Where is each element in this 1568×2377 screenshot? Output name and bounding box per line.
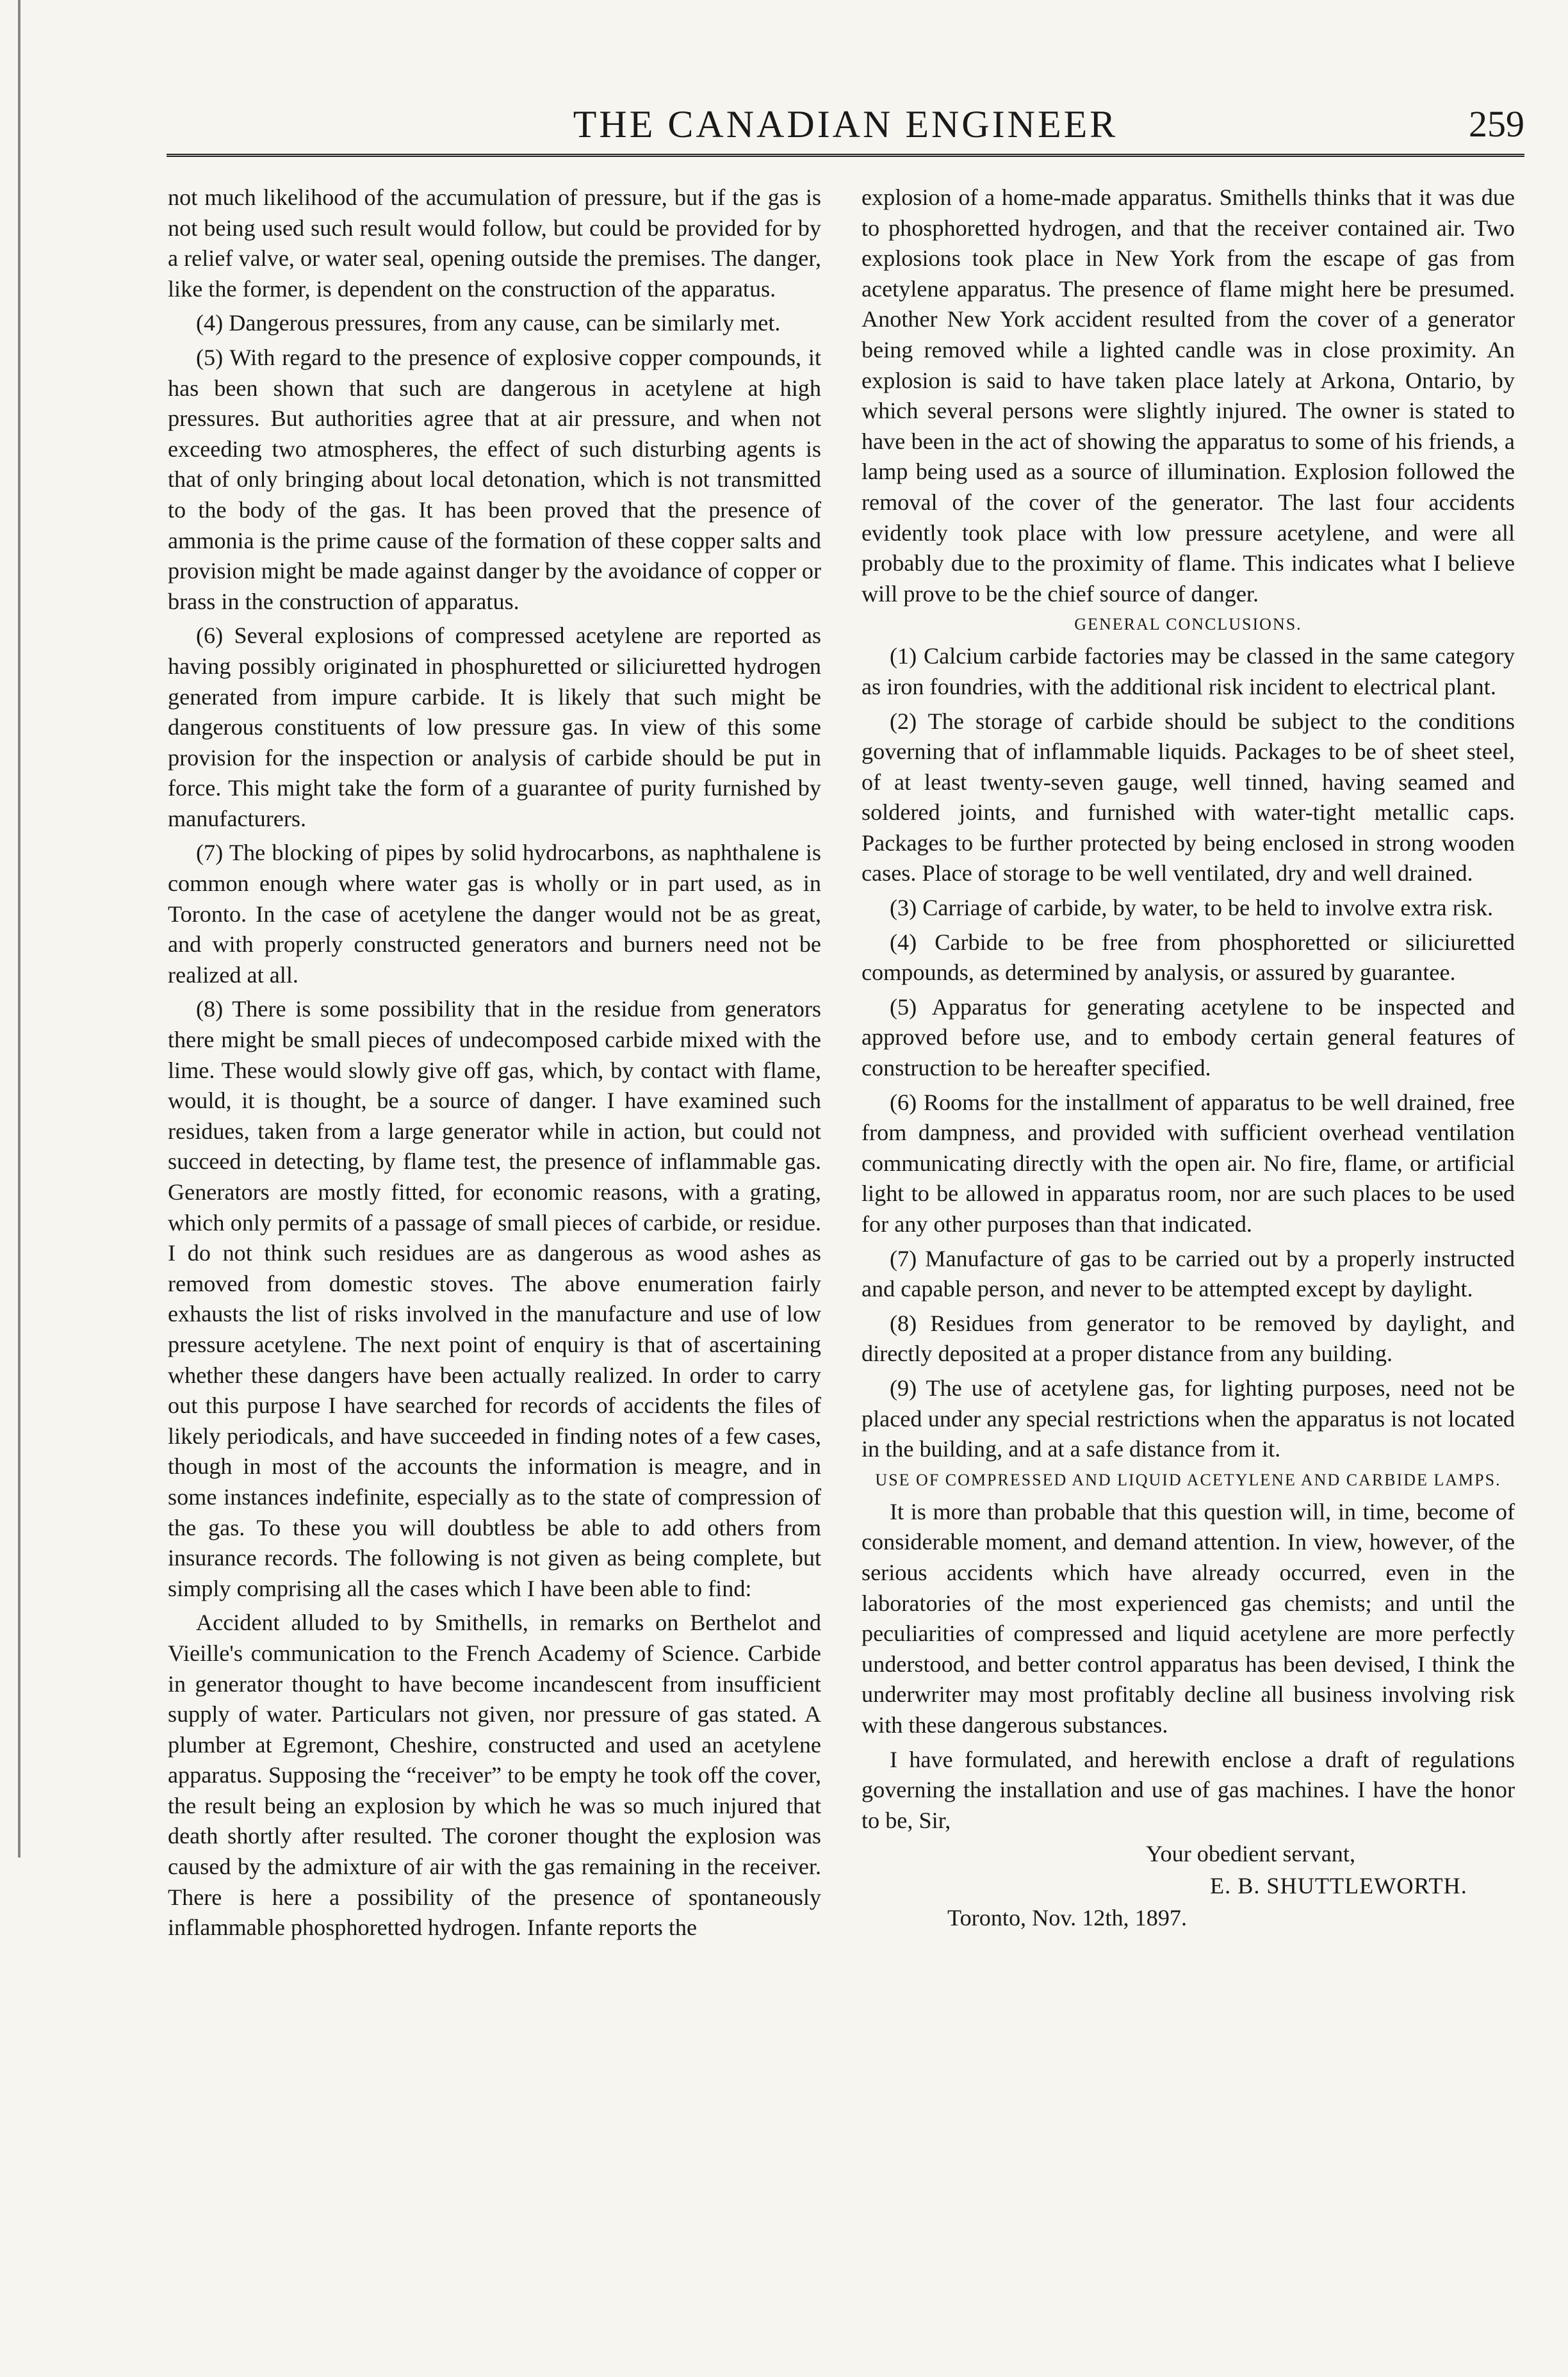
paragraph: I have formulated, and herewith enclose a draft of regulations governing the installation and use of gas machines. I have the honor to be, Sir, xyxy=(862,1746,1515,1833)
paragraph: (6) Several explosions of compressed acetylene are reported as having possibly originated in phosphuretted or siliciuretted hydrogen generated from impure carbide. It is likely that such might be dangerous constituents of low pressure gas. In view of this some provision for the inspection or analysis of carbide should be put in force. This might take the form of a guarantee of purity furnished by manufacturers. xyxy=(168,623,821,831)
conclusion-item: (4) Carbide to be free from phosphoretted or siliciuretted compounds, as determined by analysis, or assured by guarantee. xyxy=(862,929,1515,986)
paragraph: It is more than probable that this question will, in time, become of considerable moment, and demand attention. In view, however, of the serious accidents which have already occurred, even in the laboratories of the most experienced gas chemists; and until the peculiarities of compressed and liquid acetylene are more perfectly understood, and better control apparatus has been devised, I think the underwriter may most profitably decline all business involving risk with these dangerous substances. xyxy=(862,1498,1515,1738)
conclusion-item: (8) Residues from generator to be removed by daylight, and directly deposited at a proper distance from any building. xyxy=(862,1310,1515,1367)
paragraph: not much likelihood of the accumulation of pressure, but if the gas is not being used such result would follow, but could be provided for by a relief valve, or water seal, opening outside the premises. The danger, like the former, is dependent on the construction of the apparatus. xyxy=(168,184,821,302)
binding-edge xyxy=(18,0,20,1858)
page-header xyxy=(167,96,1524,157)
place-date: Toronto, Nov. 12th, 1897. xyxy=(947,1905,1188,1931)
paragraph: (8) There is some possibility that in the residue from generators there might be small pieces of undecomposed carbide mixed with the lime. These would slowly give off gas, which, by contact with flame, would, it is thought, be a source of danger. I have examined such residues, taken from a large generator while in action, but could not succeed in detecting, by flame test, the presence of inflammable gas. Generators are mostly fitted, for economic reasons, with a grating, which only permits of a passage of small pieces of carbide, or residue. I do not think such residues are as dangerous as wood ashes as removed from domestic stoves. The above enumeration fairly exhausts the list of risks involved in the manufacture and use of low pressure acetylene. The next point of enquiry is that of ascertaining whether these dangers have been actually realized. In order to carry out this purpose I have searched for records of accidents the files of likely periodicals, and have succeeded in finding notes of a few cases, though in most of the accounts the information is meagre, and in some instances indefinite, especially as to the state of compression of the gas. To these you will doubtless be able to add others from insurance records. The following is not given as being complete, but simply comprising all the cases which I have been able to find: xyxy=(168,996,821,1601)
paragraph: (5) With regard to the presence of explosive copper compounds, it has been shown that such are dangerous in acetylene at high pressures. But authorities agree that at air pressure, and when not exceeding two atmospheres, the effect of such disturbing agents is that of only bringing about local detonation, which is not transmitted to the body of the gas. It has been proved that the presence of ammonia is the prime cause of the formation of these copper salts and provision might be made against danger by the avoidance of copper or brass in the construction of apparatus. xyxy=(168,344,821,614)
conclusion-item: (6) Rooms for the installment of apparatus to be well drained, free from dampness, and provided with sufficient overhead ventilation communicating directly with the open air. No fire, flame, or artificial light to be allowed in apparatus room, nor are such places to be used for any other purposes than that indicated. xyxy=(862,1089,1515,1237)
section-heading-lamps: USE OF COMPRESSED AND LIQUID ACETYLENE AND CARBIDE LAMPS. xyxy=(875,1470,1501,1489)
section-heading-conclusions: GENERAL CONCLUSIONS. xyxy=(1074,615,1302,634)
conclusion-item: (3) Carriage of carbide, by water, to be held to involve extra risk. xyxy=(890,895,1494,921)
conclusion-item: (1) Calcium carbide factories may be classed in the same category as iron foundries, with the additional risk incident to electrical plant. xyxy=(862,643,1515,699)
running-title: THE CANADIAN ENGINEER xyxy=(573,103,1118,145)
paragraph: (4) Dangerous pressures, from any cause, can be similarly met. xyxy=(196,310,781,336)
paragraph: explosion of a home-made apparatus. Smithells thinks that it was due to phosphoretted hydrogen, and that the receiver contained air. Two explosions took place in New York from the escape of gas from acetylene apparatus. The presence of flame might here be presumed. Another New York accident resulted from the cover of a generator being removed while a lighted candle was in close proximity. An explosion is said to have taken place lately at Arkona, Ontario, by which several persons were slightly injured. The owner is stated to have been in the act of showing the apparatus to some of his friends, a lamp being used as a source of illumination. Explosion followed the removal of the cover of the generator. The last four accidents evidently took place with low pressure acetylene, and were all probably due to the proximity of flame. This indicates what I believe will prove to be the chief source of danger. xyxy=(862,184,1515,607)
conclusion-item: (2) The storage of carbide should be subject to the conditions governing that of inflammable liquids. Packages to be of sheet steel, of at least twenty-seven gauge, well tinned, having seamed and soldered joints, and furnished with water-tight metallic caps. Packages to be further protected by being enclosed in strong wooden cases. Place of storage to be well ventilated, dry and well drained. xyxy=(862,708,1515,886)
left-column xyxy=(168,183,821,1947)
conclusion-item: (5) Apparatus for generating acetylene to be inspected and approved before use, and to embody certain general features of construction to be hereafter specified. xyxy=(862,993,1515,1081)
page-number: 259 xyxy=(1469,103,1524,145)
conclusion-item: (7) Manufacture of gas to be carried out by a properly instructed and capable person, and never to be attempted except by daylight. xyxy=(862,1245,1515,1302)
salutation: Your obedient servant, xyxy=(1146,1841,1355,1867)
conclusion-item: (9) The use of acetylene gas, for lighting purposes, need not be placed under any special restrictions when the apparatus is not located in the building, and at a safe distance from it. xyxy=(862,1375,1515,1462)
paragraph: Accident alluded to by Smithells, in remarks on Berthelot and Vieille's communication to the French Academy of Science. Carbide in generator thought to have become incandescent from insufficient supply of water. Particulars not given, nor pressure of gas stated. A plumber at Egremont, Cheshire, constructed and used an acetylene apparatus. Supposing the “receiver” to be empty he took off the cover, the result being an explosion by which he was so much injured that death shortly after resulted. The coroner thought the explosion was caused by the admixture of air with the gas remaining in the receiver. There is here a possibility of the presence of spontaneously inflammable phosphoretted hydrogen. Infante reports the xyxy=(168,1610,821,1941)
signature: E. B. SHUTTLEWORTH. xyxy=(1210,1873,1467,1899)
right-column xyxy=(862,183,1515,1936)
paragraph: (7) The blocking of pipes by solid hydrocarbons, as naphthalene is common enough where water gas is wholly or in part used, as in Toronto. In the case of acetylene the danger would not be as great, and with properly constructed generators and burners need not be realized at all. xyxy=(168,840,821,988)
